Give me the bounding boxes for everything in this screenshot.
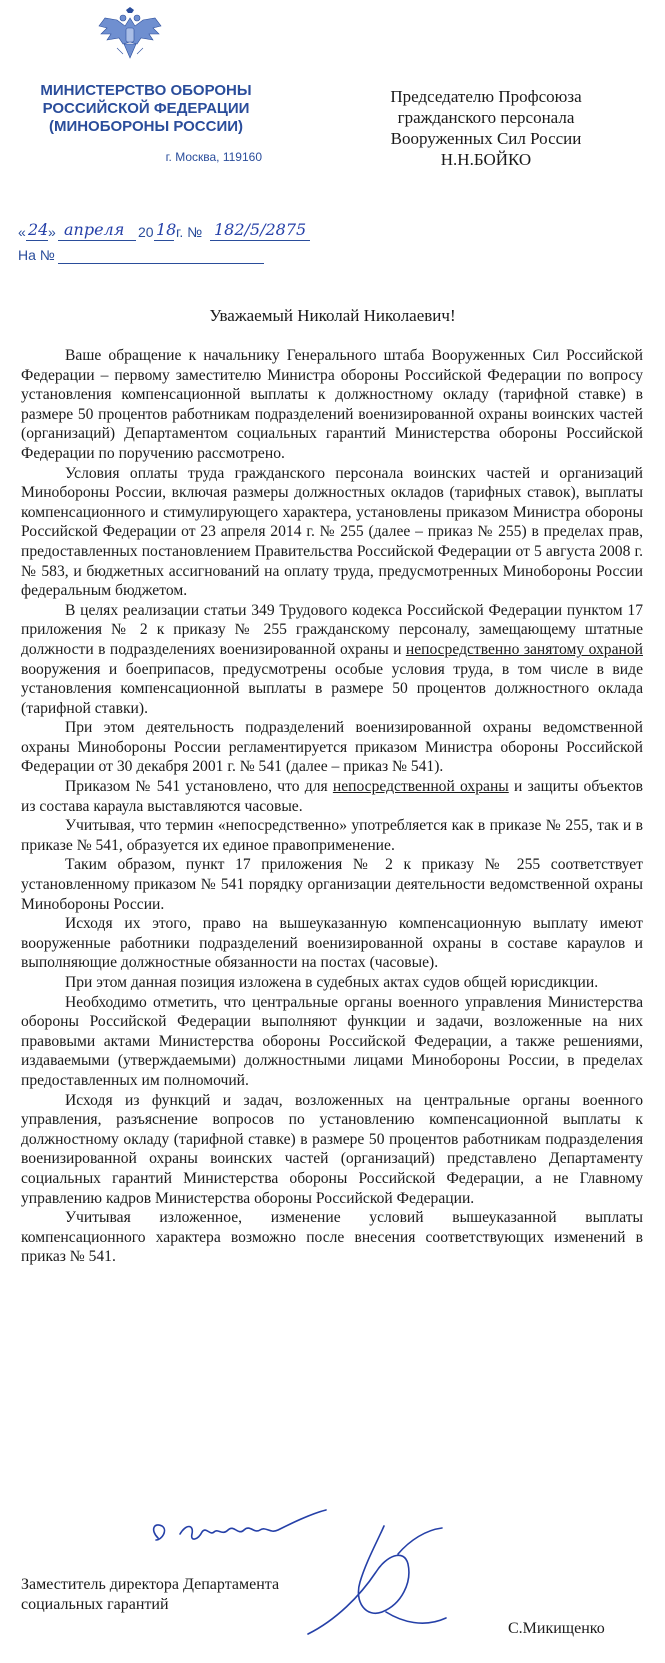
eagle-emblem-icon: [95, 6, 165, 66]
paragraph-3-part-b: вооружения и боеприпасов, предусмотрены особые условия труда, в том числе в виде установления компенсационной выплаты в размере 50 процентов должностного оклада (тарифной ставки).: [21, 660, 643, 717]
reference-label: На №: [18, 247, 55, 263]
ministry-name: [20, 82, 272, 136]
paragraph-7: Таким образом, пункт 17 приложения № 2 к приказу № 255 соответствует установленному приказом № 541 порядку организации деятельности ведомственной охраны Минобороны России.: [21, 856, 643, 913]
addressee-line-4: Н.Н.БОЙКО: [440, 150, 532, 169]
day-underline: [26, 240, 48, 241]
number-underline: [210, 240, 310, 241]
close-quote: »: [48, 224, 56, 240]
position-line-1: Заместитель директора Департамента: [21, 1576, 280, 1593]
ministry-line-2: РОССИЙСКОЙ ФЕДЕРАЦИИ: [42, 100, 250, 117]
reference-underline: [58, 263, 264, 264]
paragraph-2: Условия оплаты труда гражданского персонала воинских частей и организаций Минобороны России, включая размеры должностных окладов (тарифных ставок), выплаты компенсационного и стимулирующего характера, установлены приказом Министра обороны Российской Федерации от 23 апреля 2014 г. № 255 (далее – приказ № 255) в пределах прав, предоставленных постановлением Правительства Российской Федерации от 5 августа 2008 г. № 583, и бюджетных ассигнований на оплату труда, предусмотренных Минобороны России федеральным бюджетом.: [21, 464, 643, 600]
ministry-line-3: (МИНОБОРОНЫ РОССИИ): [48, 118, 244, 135]
paragraph-11: Исходя из функций и задач, возложенных на центральные органы военного управления, разъяснение вопросов по установлению компенсационной выплаты к должностному окладу (тарифной ставке) в размере 50 процентов работникам подразделения военизированной охраны воинских частей (организаций) представлено Департаменту социальных гарантий Министерства обороны Российской Федерации, а не Главному управлению кадров Министерства обороны Российской Федерации.: [21, 1091, 643, 1207]
registration-line: [18, 220, 318, 242]
open-quote: «: [18, 224, 26, 240]
paragraph-5-part-b: и защиты объектов из состава караула выставляются часовые.: [21, 778, 643, 815]
addressee-line-2: гражданского персонала: [397, 108, 575, 127]
paragraph-3-part-a: В целях реализации статьи 349 Трудового кодекса Российской Федерации пунктом 17 приложения № 2 к приказу № 255 гражданскому персоналу, замещающему штатные должности в подразделениях военизированной охраны и: [21, 601, 643, 658]
addressee-line-1: Председателю Профсоюза: [390, 87, 582, 106]
registration-number: 182/5/2875: [214, 220, 307, 239]
paragraph-3-underlined: непосредственно занятому охраной: [405, 640, 643, 658]
paragraph-5: [21, 777, 643, 816]
handwritten-note: С уважением: [160, 1540, 168, 1541]
addressee-line-3: Вооруженных Сил России: [390, 129, 582, 148]
position-line-2: социальных гарантий: [21, 1596, 169, 1613]
salutation: Уважаемый Николай Николаевич!: [209, 306, 456, 325]
paragraph-3: [21, 601, 643, 719]
month-underline: [58, 240, 136, 241]
year-prefix: 20: [138, 224, 154, 240]
city-address: г. Москва, 119160: [165, 150, 262, 164]
paragraph-5-part-a: Приказом № 541 установлено, что для: [65, 778, 333, 796]
year-underline: [154, 240, 174, 241]
paragraph-6: Учитывая, что термин «непосредственно» употребляется как в приказе № 255, так и в приказе № 541, образуется их единое правоприменение.: [21, 817, 643, 854]
year-suffix: г. №: [176, 224, 203, 240]
addressee-block: [352, 86, 620, 170]
paragraph-1: Ваше обращение к начальнику Генерального штаба Вооруженных Сил Российской Федерации – первому заместителю Министра обороны Российской Федерации по вопросу установления компенсационной выплаты к должностному окладу (тарифной ставке) в размере 50 процентов работникам подразделений военизированной охраны воинских частей (организаций) Департаментом социальных гарантий Министерства обороны Российской Федерации по поручению рассмотрено.: [21, 347, 643, 462]
paragraph-10: Необходимо отметить, что центральные органы военного управления Министерства обороны Российской Федерации выполняют функции и задачи, возложенные на них правовыми актами Министерства обороны Российской Федерации, а также решениями, издаваемыми (утверждаемыми) должностными лицами Минобороны России, в пределах предоставленных им полномочий.: [21, 993, 643, 1089]
paragraph-4: При этом деятельность подразделений военизированной охраны ведомственной охраны Минобороны России регламентируется приказом Министра обороны Российской Федерации от 30 декабря 2001 г. № 541 (далее – приказ № 541).: [21, 719, 643, 776]
registration-month: апреля: [64, 220, 125, 239]
paragraph-9: При этом данная позиция изложена в судебных актах судов общей юрисдикции.: [65, 974, 599, 991]
ministry-line-1: МИНИСТЕРСТВО ОБОРОНЫ: [40, 82, 252, 99]
paragraph-12: Учитывая изложенное, изменение условий вышеуказанной выплаты компенсационного характера возможно после внесения соответствующих изменений в приказ № 541.: [21, 1209, 643, 1266]
letter-body: [21, 346, 643, 1267]
registration-year: 18: [156, 220, 177, 239]
signatory-position: [21, 1575, 279, 1615]
registration-day: 24: [28, 220, 49, 239]
signatory-name: С.Микищенко: [508, 1620, 605, 1637]
paragraph-8: Исходя их этого, право на вышеуказанную компенсационную выплату имеют вооруженные работники подразделений военизированной охраны в составе караулов и выполняющие должностные обязанности на постах (часовые).: [21, 915, 643, 972]
paragraph-5-underlined: непосредственной охраны: [332, 778, 509, 796]
